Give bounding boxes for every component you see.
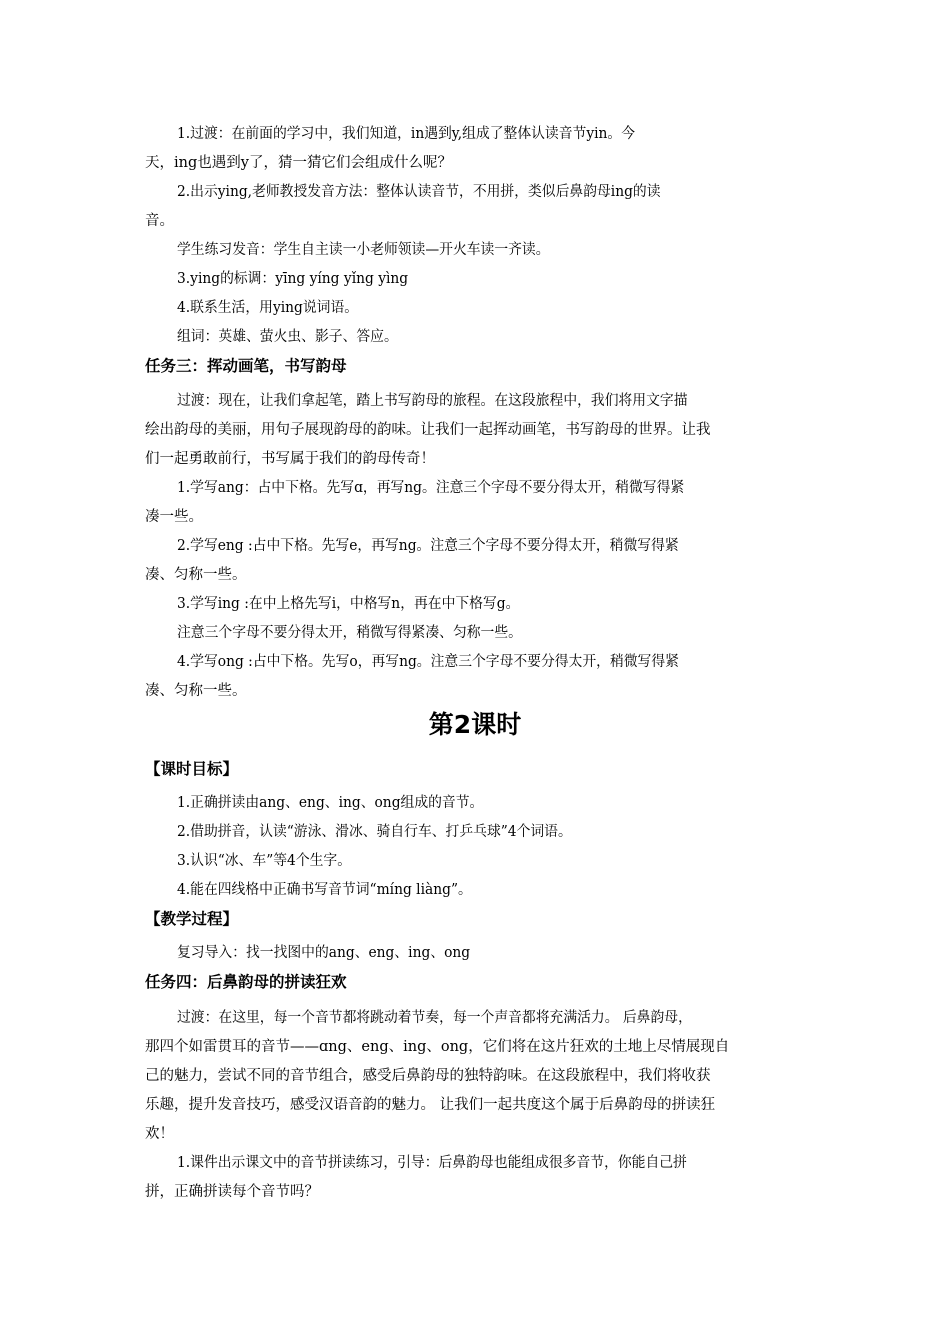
paragraph-line: 音。 [145, 213, 174, 229]
paragraph-line: 2.出示ying,老师教授发音方法：整体认读音节，不用拼，类似后鼻韵母ing的读 [177, 184, 661, 200]
paragraph-line: 己的魅力，尝试不同的音节组合，感受后鼻韵母的独特韵味。在这段旅程中，我们将收获 [145, 1068, 711, 1084]
paragraph-line: 欢！ [145, 1126, 174, 1142]
paragraph-line: 凑一些。 [145, 509, 203, 525]
process-heading: 【教学过程】 [145, 910, 239, 928]
paragraph-line: 1.课件出示课文中的音节拼读练习，引导：后鼻韵母也能组成很多音节，你能自己拼 [177, 1155, 687, 1171]
goals-heading: 【课时目标】 [145, 760, 239, 778]
paragraph-line: 过渡：现在，让我们拿起笔，踏上书写韵母的旅程。在这段旅程中，我们将用文字描 [177, 393, 688, 409]
paragraph-line: 天，ing也遇到y了，猜一猜它们会组成什么呢？ [145, 155, 452, 171]
paragraph-line: 3.ying的标调：yīng yíng yǐng yìng [177, 271, 409, 287]
paragraph-line: 3.学写ing :在中上格先写i，中格写n，再在中下格写g。 [177, 596, 520, 612]
paragraph-line: 凑、匀称一些。 [145, 567, 247, 583]
paragraph-line: 绘出韵母的美丽，用句子展现韵母的韵味。让我们一起挥动画笔，书写韵母的世界。让我 [145, 422, 711, 438]
paragraph-line: 乐趣，提升发音技巧，感受汉语音韵的魅力。 让我们一起共度这个属于后鼻韵母的拼读狂 [145, 1097, 716, 1113]
task4-heading: 任务四：后鼻韵母的拼读狂欢 [145, 973, 347, 991]
paragraph-line: 4.学写ong :占中下格。先写o，再写ng。注意三个字母不要分得太开，稍微写得紧 [177, 654, 679, 670]
paragraph-line: 2.借助拼音，认读“游泳、滑冰、骑自行车、打乒乓球”4个词语。 [177, 824, 572, 840]
paragraph-line: 那四个如雷贯耳的音节——ɑng、eng、ing、ong，它们将在这片狂欢的土地上尽情展现自 [145, 1039, 730, 1055]
paragraph-line: 3.认识“冰、车”等4个生字。 [177, 853, 352, 869]
paragraph-line: 1.正确拼读由ang、eng、ing、ong组成的音节。 [177, 795, 484, 811]
paragraph-line: 1.学写ang：占中下格。先写ɑ，再写ng。注意三个字母不要分得太开，稍微写得紧 [177, 480, 685, 496]
paragraph-line: 2.学写eng :占中下格。先写e，再写ng。注意三个字母不要分得太开，稍微写得紧 [177, 538, 679, 554]
lesson-title: 第2课时 [428, 710, 522, 739]
paragraph-line: 们一起勇敢前行，书写属于我们的韵母传奇！ [145, 451, 435, 467]
paragraph-line: 拼，正确拼读每个音节吗？ [145, 1184, 319, 1200]
paragraph-line: 组词：英雄、萤火虫、影子、答应。 [177, 329, 398, 345]
paragraph-line: 1.过渡：在前面的学习中，我们知道，in遇到y,组成了整体认读音节yin。今 [177, 126, 636, 142]
paragraph-line: 学生练习发音：学生自主读一小老师领读—开火车读一齐读。 [177, 242, 550, 258]
paragraph-line: 过渡：在这里，每一个音节都将跳动着节奏，每一个声音都将充满活力。 后鼻韵母， [177, 1010, 692, 1026]
paragraph-line: 4.能在四线格中正确书写音节词“míng liàng”。 [177, 882, 472, 898]
paragraph-line: 凑、匀称一些。 [145, 683, 247, 699]
task3-heading: 任务三：挥动画笔，书写韵母 [145, 357, 347, 375]
paragraph-line: 4.联系生活，用ying说词语。 [177, 300, 359, 316]
paragraph-line: 复习导入：找一找图中的ang、eng、ing、ong [177, 945, 471, 961]
paragraph-line: 注意三个字母不要分得太开，稍微写得紧凑、匀称一些。 [177, 625, 522, 641]
